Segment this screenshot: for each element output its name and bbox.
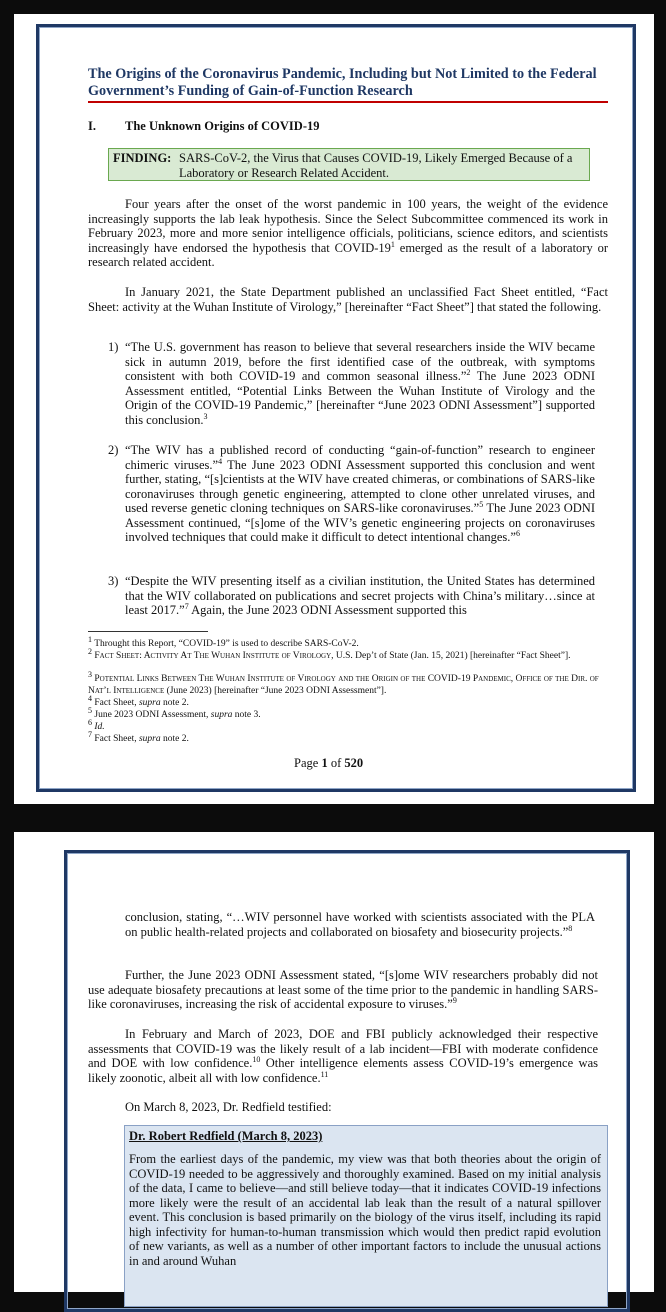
footnote-italic: Id. <box>94 722 105 732</box>
list-item <box>125 574 595 618</box>
footnote-ref: 2 <box>466 367 471 377</box>
document-page-1 <box>14 14 654 804</box>
footnote-ref: 4 <box>218 456 223 466</box>
document-page-2 <box>14 832 654 1292</box>
footnote <box>88 705 608 722</box>
list-item <box>125 340 595 427</box>
footnote-ref: 7 <box>184 601 189 611</box>
title-underline <box>88 101 608 103</box>
footnote <box>88 634 608 651</box>
paragraph-text: Other intelligence elements assess COVID-19’s emergence was likely zoonotic, albeit all with low confidence. <box>88 1056 598 1085</box>
footnote-number: 2 <box>88 646 92 656</box>
paragraph: In January 2021, the State Department published an unclassified Fact Sheet entitled, “Fact Sheet: activity at the Wuhan Institute of Virology,” [hereinafter “Fact Sheet”] that stated the following. <box>88 285 608 314</box>
footnote-separator <box>88 631 208 632</box>
paragraph-text: In February and March of 2023, DOE and FBI publicly acknowledged their respective assessments that COVID-19 was the likely result of a lab incident—FBI with moderate confidence and DOE with low confidence. <box>88 1027 598 1070</box>
paragraph-text: conclusion, stating, “…WIV personnel have worked with scientists associated with the PLA on public health-related projects and collaborated on biosafety and biosecurity projects.” <box>125 910 595 939</box>
section-number: I. <box>88 119 96 133</box>
footnote-text: (June 2023) [hereinafter “June 2023 ODNI Assessment”]. <box>164 685 387 696</box>
footnote-citation: Potential Links Between The Wuhan Institute of Virology and the Origin of the COVID-19 Pandemic, Office of the Dir. of Nat’l Intelligence <box>88 674 599 696</box>
footer-text: of <box>327 756 345 770</box>
footnote-italic: supra <box>210 710 233 720</box>
footnote-number: 3 <box>88 669 92 679</box>
footnote-ref: 5 <box>479 499 484 509</box>
footnote-text: , U.S. Dep’t of State (Jan. 15, 2021) [hereinafter “Fact Sheet”]. <box>331 651 571 661</box>
section-title: The Unknown Origins of COVID-19 <box>125 119 320 133</box>
list-text: The June 2023 ODNI Assessment entitled, “Potential Links Between the Wuhan Institute of Virology and the Origin of the COVID-19 Pandemic,” [hereinafter “June 2023 ODNI Assessment”] supported this conclusion. <box>125 369 595 427</box>
footnote <box>88 717 608 734</box>
footnote-text: note 2. <box>160 698 189 708</box>
list-text: The June 2023 ODNI Assessment continued, “[s]ome of the WIV’s genetic engineering projects on coronaviruses involved techniques that could make it difficult to detect intentional changes.” <box>125 501 595 544</box>
paragraph-text: Further, the June 2023 ODNI Assessment stated, “[s]ome WIV researchers probably did not use adequate biosafety precautions at least some of the time prior to the pandemic in handling SARS-like coronaviruses, increasing the risk of accidental exposure to viruses.” <box>88 968 598 1011</box>
paragraph-text: Four years after the onset of the worst pandemic in 100 years, the weight of the evidence increasingly supports the lab leak hypothesis. Since the Select Subcommittee commenced its work in February 2023, more and more senior intelligence officials, politicians, science editors, and scientists increasingly have endorsed the hypothesis that COVID-19 <box>88 197 608 255</box>
paragraph <box>88 1027 598 1085</box>
footnote <box>88 669 608 697</box>
list-item <box>125 443 595 545</box>
finding-text: SARS-CoV-2, the Virus that Causes COVID-19, Likely Emerged Because of a Laboratory or Research Related Accident. <box>179 151 573 180</box>
footnote-italic: supra <box>138 734 161 744</box>
footnote-ref: 9 <box>452 995 457 1005</box>
list-text: Again, the June 2023 ODNI Assessment supported this <box>188 603 467 617</box>
page-footer <box>294 756 363 771</box>
list-number: 3) <box>108 574 119 588</box>
footer-text: Page <box>294 756 322 770</box>
paragraph <box>88 968 598 1012</box>
quote-text: From the earliest days of the pandemic, my view was that both theories about the origin of COVID-19 needed to be aggressively and thoroughly examined. Based on my initial analysis of the data, I came to believe—and still believe today—that it indicates COVID-19 infections more likely were the result of an accidental lab leak than the result of a natural spillover event. This conclusion is based primarily on the biology of the virus itself, including its rapid high infectivity for human-to-human transmission which would then predict rapid evolution of new variants, as well as a number of other important factors to include the unusual actions in and around Wuhan <box>129 1152 601 1268</box>
paragraph: On March 8, 2023, Dr. Redfield testified: <box>125 1100 332 1114</box>
page-number: 1 <box>321 756 328 770</box>
footnote-ref: 6 <box>515 528 520 538</box>
footnote <box>88 729 608 746</box>
footnote-text: note 2. <box>160 734 189 744</box>
footnote-text: Throught this Report, “COVID-19” is used to describe SARS-CoV-2. <box>94 639 359 649</box>
page-total: 520 <box>344 756 364 770</box>
footnote <box>88 693 608 710</box>
footnote-number: 1 <box>88 634 92 644</box>
footnote-ref: 10 <box>252 1054 261 1064</box>
list-text: “The WIV has a published record of conducting “gain-of-function” research to engineer chimeric viruses.” <box>125 443 595 472</box>
footnote-citation: Fact Sheet: Activity At The Wuhan Institute of Virology <box>94 651 332 661</box>
finding-label: FINDING: <box>113 151 172 165</box>
list-number: 2) <box>108 443 119 457</box>
footnote <box>88 646 608 663</box>
paragraph <box>88 197 608 270</box>
footnote-text: note 3. <box>232 710 261 720</box>
report-title: The Origins of the Coronavirus Pandemic, Including but Not Limited to the Federal Government’s Funding of Gain-of-Function Research <box>88 66 597 99</box>
footnote-number: 7 <box>88 729 92 739</box>
footnote-ref: 8 <box>568 923 573 933</box>
footnote-number: 5 <box>88 705 92 715</box>
list-text: The June 2023 ODNI Assessment supported this conclusion and went further, stating, “[s]cientists at the WIV have created chimeras, or combinations of SARS-like coronaviruses through genetic engineering, attempted to clone other unrelated viruses, and used reverse genetic cloning techniques on SARS-like coronaviruses.” <box>125 457 595 515</box>
footnote-ref: 11 <box>320 1069 329 1079</box>
footnote-number: 4 <box>88 693 92 703</box>
footnote-ref: 3 <box>203 411 208 421</box>
footnote-ref: 1 <box>390 239 395 249</box>
footnote-text: June 2023 ODNI Assessment, <box>94 710 211 720</box>
finding-box <box>108 148 590 181</box>
paragraph <box>125 910 595 939</box>
list-text: “The U.S. government has reason to believe that several researchers inside the WIV became sick in autumn 2019, before the first identified case of the outbreak, with symptoms consistent with both COVID-19 and common seasonal illness.” <box>125 340 595 383</box>
list-number: 1) <box>108 340 119 354</box>
footnote-number: 6 <box>88 717 92 727</box>
footnote-text: Fact Sheet, <box>94 698 139 708</box>
list-text: “Despite the WIV presenting itself as a civilian institution, the United States has determined that the WIV collaborated on publications and secret projects with China’s military…since at least 2017.” <box>125 574 595 617</box>
paragraph-text: emerged as the result of a laboratory or research related accident. <box>88 240 609 269</box>
footnote-italic: supra <box>138 698 161 708</box>
footnote-text: Fact Sheet, <box>94 734 139 744</box>
quote-heading: Dr. Robert Redfield (March 8, 2023) <box>129 1129 323 1143</box>
